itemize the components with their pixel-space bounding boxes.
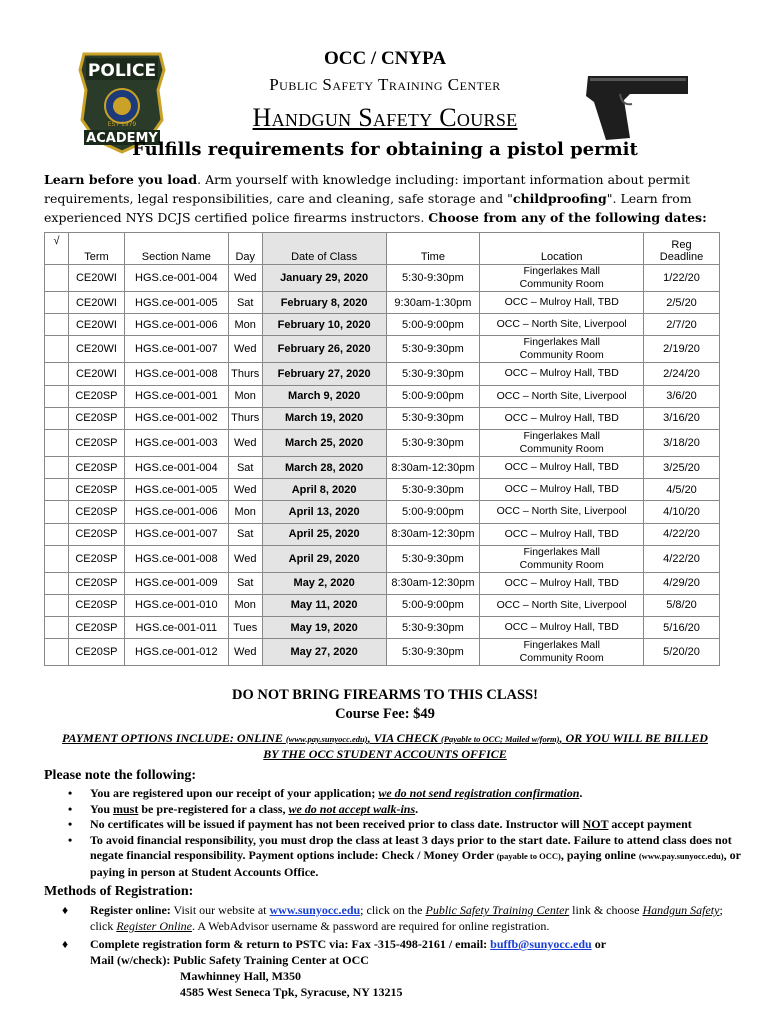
center-title: Public Safety Training Center [269, 75, 501, 94]
term-cell: CE20SP [68, 523, 124, 545]
intro-paragraph: Learn before you load. Arm yourself with knowledge including: important information about permit requirements, legal responsibilities, care and cleaning, safe storage and "childproofing". Learn from experienced NYS DCJS certified police firearms instructors. Choose from any of the following dates: [44, 172, 707, 225]
location-cell: OCC – North Site, Liverpool [480, 385, 644, 407]
time-cell: 5:30-9:30pm [386, 265, 480, 292]
day-cell: Sat [228, 292, 262, 314]
diamond-bullet-icon: ♦ [62, 937, 69, 951]
location-cell: OCC – Mulroy Hall, TBD [480, 572, 644, 594]
day-cell: Tues [228, 617, 262, 639]
date-cell: March 25, 2020 [262, 429, 386, 456]
term-cell: CE20SP [68, 617, 124, 639]
time-cell: 5:00-9:00pm [386, 501, 480, 523]
term-cell: CE20WI [68, 265, 124, 292]
deadline-cell: 3/6/20 [644, 385, 720, 407]
day-cell: Sat [228, 572, 262, 594]
check-cell [45, 479, 69, 501]
day-cell: Sat [228, 523, 262, 545]
table-row [45, 594, 720, 616]
time-cell: 5:30-9:30pm [386, 363, 480, 385]
payment-options: PAYMENT OPTIONS INCLUDE: ONLINE (www.pay.sunyocc.edu), VIA CHECK (Payable to OCC; Mailed w/form), OR YOU WILL BE BILLED BY THE OCC STUDENT ACCOUNTS OFFICE [62, 731, 708, 761]
day-cell: Mon [228, 385, 262, 407]
class-schedule-table [44, 232, 720, 666]
day-cell: Wed [228, 265, 262, 292]
time-cell: 5:30-9:30pm [386, 407, 480, 429]
deadline-cell: 3/16/20 [644, 407, 720, 429]
register-mail-item: ♦ Complete registration form & return to PSTC via: Fax -315-498-2161 / email: buffb@sunyocc.edu or Mail (w/check): Public Safety Training Center at OCC Mawhinney Hall, M350 4585 West Seneca Tpk, Syracuse, NY 13215 [62, 937, 607, 999]
course-fee: Course Fee: $49 [335, 706, 435, 722]
check-cell [45, 572, 69, 594]
org-title: OCC / CNYPA [323, 48, 447, 69]
location-cell: Fingerlakes Mall Community Room [480, 639, 644, 666]
check-header: √ [45, 233, 69, 265]
svg-text:POLICE: POLICE [87, 61, 157, 81]
section-cell: HGS.ce-001-005 [124, 292, 228, 314]
list-item: • You must be pre-registered for a class, we do not accept walk-ins. [62, 802, 742, 818]
term-cell: CE20SP [68, 594, 124, 616]
date-cell: May 2, 2020 [262, 572, 386, 594]
term-cell: CE20SP [68, 456, 124, 478]
time-cell: 5:00-9:00pm [386, 385, 480, 407]
time-cell: 5:30-9:30pm [386, 336, 480, 363]
email-link[interactable]: buffb@sunyocc.edu [490, 937, 592, 951]
section-cell: HGS.ce-001-009 [124, 572, 228, 594]
time-cell: 5:30-9:30pm [386, 429, 480, 456]
term-header: Term [68, 233, 124, 265]
location-cell: OCC – Mulroy Hall, TBD [480, 479, 644, 501]
location-cell: OCC – Mulroy Hall, TBD [480, 456, 644, 478]
svg-text:EST 1979: EST 1979 [107, 121, 137, 128]
website-link[interactable]: www.sunyocc.edu [269, 903, 361, 917]
section-cell: HGS.ce-001-005 [124, 479, 228, 501]
location-cell: Fingerlakes Mall Community Room [480, 265, 644, 292]
deadline-cell: 5/16/20 [644, 617, 720, 639]
methods-heading: Methods of Registration: [44, 884, 194, 899]
day-cell: Sat [228, 456, 262, 478]
term-cell: CE20SP [68, 407, 124, 429]
time-cell: 5:30-9:30pm [386, 639, 480, 666]
time-cell: 5:00-9:00pm [386, 594, 480, 616]
firearms-warning: DO NOT BRING FIREARMS TO THIS CLASS! Course Fee: $49 [0, 686, 770, 724]
term-cell: CE20SP [68, 429, 124, 456]
deadline-cell: 3/18/20 [644, 429, 720, 456]
time-header: Time [386, 233, 480, 265]
date-cell: March 28, 2020 [262, 456, 386, 478]
table-row [45, 617, 720, 639]
date-cell: January 29, 2020 [262, 265, 386, 292]
date-cell: May 19, 2020 [262, 617, 386, 639]
check-cell [45, 617, 69, 639]
location-cell: OCC – Mulroy Hall, TBD [480, 292, 644, 314]
table-row [45, 456, 720, 478]
day-cell: Mon [228, 594, 262, 616]
date-cell: February 26, 2020 [262, 336, 386, 363]
table-header-row [45, 233, 720, 265]
table-row [45, 265, 720, 292]
term-cell: CE20SP [68, 385, 124, 407]
check-cell [45, 314, 69, 336]
time-cell: 8:30am-12:30pm [386, 456, 480, 478]
day-cell: Wed [228, 479, 262, 501]
check-cell [45, 456, 69, 478]
date-cell: March 19, 2020 [262, 407, 386, 429]
deadline-cell: 2/5/20 [644, 292, 720, 314]
day-cell: Thurs [228, 363, 262, 385]
term-cell: CE20SP [68, 501, 124, 523]
location-cell: OCC – North Site, Liverpool [480, 594, 644, 616]
day-cell: Wed [228, 336, 262, 363]
location-cell: Fingerlakes Mall Community Room [480, 429, 644, 456]
check-cell [45, 265, 69, 292]
term-cell: CE20SP [68, 479, 124, 501]
term-cell: CE20WI [68, 363, 124, 385]
deadline-cell: 4/29/20 [644, 572, 720, 594]
deadline-header: Reg Deadline [644, 233, 720, 265]
time-cell: 8:30am-12:30pm [386, 523, 480, 545]
table-row [45, 572, 720, 594]
deadline-cell: 2/7/20 [644, 314, 720, 336]
course-subtitle: Fulfills requirements for obtaining a pistol permit [132, 139, 638, 160]
section-header: Section Name [124, 233, 228, 265]
date-cell: February 10, 2020 [262, 314, 386, 336]
location-cell: OCC – Mulroy Hall, TBD [480, 617, 644, 639]
deadline-cell: 2/19/20 [644, 336, 720, 363]
day-cell: Wed [228, 639, 262, 666]
date-cell: March 9, 2020 [262, 385, 386, 407]
section-cell: HGS.ce-001-007 [124, 336, 228, 363]
check-cell [45, 292, 69, 314]
section-cell: HGS.ce-001-001 [124, 385, 228, 407]
check-cell [45, 385, 69, 407]
section-cell: HGS.ce-001-006 [124, 501, 228, 523]
check-cell [45, 594, 69, 616]
time-cell: 9:30am-1:30pm [386, 292, 480, 314]
section-cell: HGS.ce-001-004 [124, 265, 228, 292]
deadline-cell: 2/24/20 [644, 363, 720, 385]
location-cell: OCC – North Site, Liverpool [480, 314, 644, 336]
diamond-bullet-icon: ♦ [62, 903, 69, 917]
term-cell: CE20SP [68, 639, 124, 666]
table-row [45, 429, 720, 456]
day-cell: Mon [228, 314, 262, 336]
location-cell: OCC – Mulroy Hall, TBD [480, 523, 644, 545]
date-cell: February 27, 2020 [262, 363, 386, 385]
day-cell: Wed [228, 429, 262, 456]
time-cell: 5:30-9:30pm [386, 617, 480, 639]
time-cell: 5:30-9:30pm [386, 479, 480, 501]
term-cell: CE20WI [68, 336, 124, 363]
check-cell [45, 407, 69, 429]
section-cell: HGS.ce-001-006 [124, 314, 228, 336]
location-cell: Fingerlakes Mall Community Room [480, 545, 644, 572]
day-cell: Thurs [228, 407, 262, 429]
notes-list [62, 786, 742, 880]
time-cell: 5:00-9:00pm [386, 314, 480, 336]
location-cell: OCC – Mulroy Hall, TBD [480, 407, 644, 429]
date-cell: April 25, 2020 [262, 523, 386, 545]
table-row [45, 407, 720, 429]
table-row [45, 545, 720, 572]
list-item: • No certificates will be issued if payment has not been received prior to class date. Instructor will NOT accept payment [62, 817, 742, 833]
term-cell: CE20SP [68, 572, 124, 594]
date-cell: May 27, 2020 [262, 639, 386, 666]
check-cell [45, 523, 69, 545]
section-cell: HGS.ce-001-002 [124, 407, 228, 429]
table-row [45, 501, 720, 523]
time-cell: 5:30-9:30pm [386, 545, 480, 572]
table-row [45, 639, 720, 666]
check-cell [45, 639, 69, 666]
date-cell: April 29, 2020 [262, 545, 386, 572]
table-row [45, 292, 720, 314]
section-cell: HGS.ce-001-008 [124, 363, 228, 385]
course-title: Handgun Safety Course [252, 103, 518, 132]
deadline-cell: 5/8/20 [644, 594, 720, 616]
register-online-item: ♦ Register online: Visit our website at www.sunyocc.edu; click on the Public Safety Training Center link & choose Handgun Safety; click Register Online. A WebAdvisor username & password are required for online registration. [62, 903, 723, 933]
section-cell: HGS.ce-001-012 [124, 639, 228, 666]
date-cell: May 11, 2020 [262, 594, 386, 616]
table-row [45, 314, 720, 336]
section-cell: HGS.ce-001-007 [124, 523, 228, 545]
deadline-cell: 4/5/20 [644, 479, 720, 501]
location-cell: OCC – Mulroy Hall, TBD [480, 363, 644, 385]
day-cell: Mon [228, 501, 262, 523]
list-item: • To avoid financial responsibility, you must drop the class at least 3 days prior to the start date. Failure to attend class does not negate financial responsibility. Payment options include: Check / Money Order (payable to OCC), paying online (www.pay.sunyocc.edu), or paying in person at Student Accounts Office. [62, 833, 742, 881]
term-cell: CE20SP [68, 545, 124, 572]
section-cell: HGS.ce-001-008 [124, 545, 228, 572]
day-cell: Wed [228, 545, 262, 572]
table-row [45, 336, 720, 363]
list-item: • You are registered upon our receipt of your application; we do not send registration confirmation. [62, 786, 742, 802]
section-cell: HGS.ce-001-010 [124, 594, 228, 616]
check-cell [45, 363, 69, 385]
time-cell: 8:30am-12:30pm [386, 572, 480, 594]
notes-heading: Please note the following: [44, 768, 197, 783]
check-cell [45, 501, 69, 523]
section-cell: HGS.ce-001-004 [124, 456, 228, 478]
deadline-cell: 4/22/20 [644, 545, 720, 572]
date-header: Date of Class [262, 233, 386, 265]
term-cell: CE20WI [68, 314, 124, 336]
table-row [45, 523, 720, 545]
section-cell: HGS.ce-001-011 [124, 617, 228, 639]
location-cell: OCC – North Site, Liverpool [480, 501, 644, 523]
location-header: Location [480, 233, 644, 265]
date-cell: April 8, 2020 [262, 479, 386, 501]
table-row [45, 479, 720, 501]
location-cell: Fingerlakes Mall Community Room [480, 336, 644, 363]
deadline-cell: 1/22/20 [644, 265, 720, 292]
check-cell [45, 336, 69, 363]
deadline-cell: 3/25/20 [644, 456, 720, 478]
day-header: Day [228, 233, 262, 265]
table-row [45, 363, 720, 385]
date-cell: February 8, 2020 [262, 292, 386, 314]
deadline-cell: 4/10/20 [644, 501, 720, 523]
term-cell: CE20WI [68, 292, 124, 314]
check-cell [45, 429, 69, 456]
table-row [45, 385, 720, 407]
deadline-cell: 4/22/20 [644, 523, 720, 545]
svg-text:ACADEMY: ACADEMY [86, 131, 158, 146]
deadline-cell: 5/20/20 [644, 639, 720, 666]
check-cell [45, 545, 69, 572]
date-cell: April 13, 2020 [262, 501, 386, 523]
section-cell: HGS.ce-001-003 [124, 429, 228, 456]
